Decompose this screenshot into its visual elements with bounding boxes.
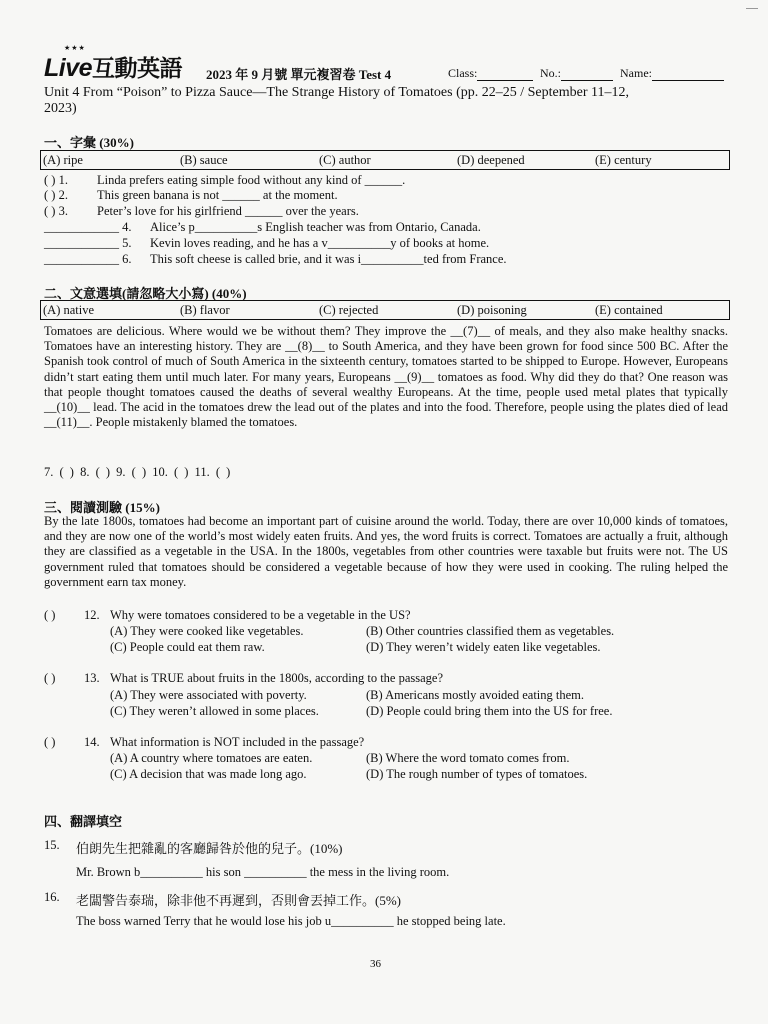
word-option-e: (E) century	[595, 153, 652, 167]
question-12-option-d[interactable]: (D) They weren’t widely eaten like vegetables.	[366, 640, 601, 654]
question-13-text: What is TRUE about fruits in the 1800s, according to the passage?	[110, 671, 444, 685]
logo-stars: ★★★	[64, 44, 86, 52]
word-option-a: (A) ripe	[43, 153, 83, 167]
class-blank[interactable]	[477, 80, 533, 81]
question-2-mark[interactable]: ( ) 2.	[44, 188, 68, 202]
question-13-mark[interactable]: ( )	[44, 671, 56, 685]
cloze-option-b: (B) flavor	[180, 303, 230, 317]
brand-logo	[44, 50, 182, 83]
scan-mark	[746, 8, 758, 9]
question-13-option-b[interactable]: (B) Americans mostly avoided eating them.	[366, 688, 585, 702]
question-15-chinese: 伯朗先生把雜亂的客廳歸咎於他的兒子。(10%)	[76, 841, 343, 856]
name-label: Name:	[620, 66, 652, 80]
brand-name: 互動英語	[92, 55, 183, 81]
question-16-number: 16.	[44, 890, 60, 904]
vocabulary-word-bank	[40, 150, 730, 170]
word-option-b: (B) sauce	[180, 153, 228, 167]
question-15-english[interactable]: Mr. Brown b__________ his son __________ the mess in the living room.	[76, 865, 450, 879]
question-14-option-c[interactable]: (C) A decision that was made long ago.	[110, 767, 307, 781]
test-title: 2023 年 9 月號 單元複習卷 Test 4	[206, 67, 392, 82]
question-5-text: Kevin loves reading, and he has a v__________y of books at home.	[150, 236, 490, 250]
section-translation-title: 四、翻譯填空	[44, 814, 123, 829]
question-3-mark[interactable]: ( ) 3.	[44, 204, 68, 218]
cloze-answer-row[interactable]: 7. ( ) 8. ( ) 9. ( ) 10. ( ) 11. ( )	[44, 465, 231, 479]
question-12-option-a[interactable]: (A) They were cooked like vegetables.	[110, 624, 304, 638]
cloze-word-bank	[40, 300, 730, 320]
question-14-option-a[interactable]: (A) A country where tomatoes are eaten.	[110, 751, 313, 765]
question-13-option-d[interactable]: (D) People could bring them into the US for free.	[366, 704, 613, 718]
cloze-option-c: (C) rejected	[319, 303, 379, 317]
question-13-number: 13.	[84, 671, 100, 685]
section-vocabulary-title: 一、字彙 (30%)	[44, 135, 134, 150]
question-6-text: This soft cheese is called brie, and it was i__________ted from France.	[150, 252, 507, 266]
question-6-mark[interactable]: ____________ 6.	[44, 252, 132, 266]
name-blank[interactable]	[652, 80, 724, 81]
question-14-number: 14.	[84, 735, 100, 749]
question-14-option-d[interactable]: (D) The rough number of types of tomatoes.	[366, 767, 588, 781]
word-option-c: (C) author	[319, 153, 371, 167]
question-13-option-c[interactable]: (C) They weren’t allowed in some places.	[110, 704, 319, 718]
question-16-chinese: 老闆警告泰瑞，除非他不再遲到，否則會丟掉工作。(5%)	[76, 893, 401, 908]
unit-title: Unit 4 From “Poison” to Pizza Sauce—The Strange History of Tomatoes (pp. 22–25 / September 11–12,	[44, 85, 629, 100]
brand-live: Live	[44, 54, 93, 82]
cloze-option-e: (E) contained	[595, 303, 663, 317]
question-15-number: 15.	[44, 838, 60, 852]
name-field	[620, 66, 724, 81]
unit-title-cont: 2023)	[44, 101, 77, 116]
question-4-text: Alice’s p__________s English teacher was from Ontario, Canada.	[150, 220, 481, 234]
question-12-mark[interactable]: ( )	[44, 608, 56, 622]
question-3-text: Peter’s love for his girlfriend ______ over the years.	[97, 204, 359, 218]
page-number: 36	[370, 958, 381, 970]
number-label: No.:	[540, 66, 561, 80]
reading-passage: By the late 1800s, tomatoes had become an important part of cuisine around the world. Today, there are over 10,000 kinds of tomatoes, and they are now one of the world’s most widely eaten fruits. And yes, the word fruits is correct. Tomatoes are actually a fruit, although they are classified as a vegetable in the USA. In the 1800s, vegetables from other countries were taxable but fruits were not. The US government ruled that tomatoes should be considered a vegetable because of how they were used in cooking. The ruling helped the government earn tax money.	[44, 514, 728, 589]
question-1-text: Linda prefers eating simple food without any kind of ______.	[97, 173, 406, 187]
number-field	[540, 66, 613, 81]
question-14-option-b[interactable]: (B) Where the word tomato comes from.	[366, 751, 570, 765]
question-14-text: What information is NOT included in the passage?	[110, 735, 365, 749]
question-12-number: 12.	[84, 608, 100, 622]
question-2-text: This green banana is not ______ at the moment.	[97, 188, 338, 202]
section-reading-title: 三、閱讀測驗 (15%)	[44, 500, 160, 515]
question-12-option-c[interactable]: (C) People could eat them raw.	[110, 640, 265, 654]
question-16-english[interactable]: The boss warned Terry that he would lose his job u__________ he stopped being late.	[76, 914, 506, 928]
question-12-text: Why were tomatoes considered to be a vegetable in the US?	[110, 608, 411, 622]
class-field	[448, 66, 533, 81]
number-blank[interactable]	[561, 80, 613, 81]
cloze-option-d: (D) poisoning	[457, 303, 527, 317]
question-13-option-a[interactable]: (A) They were associated with poverty.	[110, 688, 307, 702]
question-12-option-b[interactable]: (B) Other countries classified them as vegetables.	[366, 624, 615, 638]
question-5-mark[interactable]: ____________ 5.	[44, 236, 132, 250]
word-option-d: (D) deepened	[457, 153, 525, 167]
class-label: Class:	[448, 66, 478, 80]
cloze-passage: Tomatoes are delicious. Where would we be without them? They improve the __(7)__ of meals, and they also make healthy snacks. Tomatoes have an interesting history. They are __(8)__ to South America, and they have been grown for food since 500 BC. After the Spanish took control of much of South America in the sixteenth century, tomatoes started to be shipped to Europe. However, Europeans didn’t start eating them until much later. For many years, Europeans __(9)__ tomatoes as food. Why did they do that? One reason was that people thought tomatoes caused the deaths of several wealthy Europeans. At the time, people used metal plates that typically __(10)__ lead. The acid in the tomatoes drew the lead out of the plates and into the food. Therefore, people using the plates died of lead __(11)__. People mistakenly blamed the tomatoes.	[44, 324, 728, 430]
question-4-mark[interactable]: ____________ 4.	[44, 220, 132, 234]
section-cloze-title: 二、文意選填(請忽略大小寫) (40%)	[44, 286, 247, 301]
cloze-option-a: (A) native	[43, 303, 95, 317]
question-14-mark[interactable]: ( )	[44, 735, 56, 749]
question-1-mark[interactable]: ( ) 1.	[44, 173, 68, 187]
